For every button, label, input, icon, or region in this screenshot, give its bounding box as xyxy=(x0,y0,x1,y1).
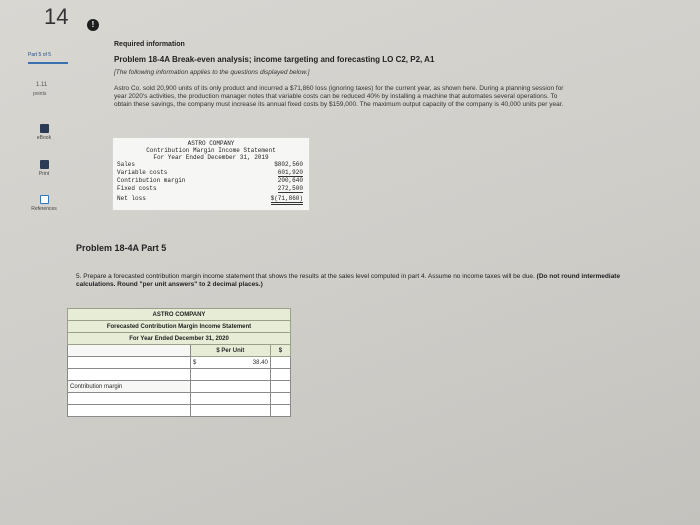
statement-company: ASTRO COMPANY xyxy=(187,140,235,147)
row-4-total-input[interactable] xyxy=(270,393,290,405)
row-5-per-unit-input[interactable] xyxy=(191,405,271,417)
statement-row-amount: 601,920 xyxy=(277,169,303,176)
row-4-label-input[interactable] xyxy=(68,393,191,405)
header-blank xyxy=(68,345,191,357)
part-progress-bar xyxy=(28,62,68,64)
references-button[interactable] xyxy=(24,195,64,212)
ebook-label: eBook xyxy=(36,135,52,141)
income-statement-2019 xyxy=(112,137,310,211)
statement-row-label: Variable costs xyxy=(117,169,168,176)
print-icon xyxy=(40,160,49,169)
statement-row-label: Net loss xyxy=(117,195,146,202)
forecast-company: ASTRO COMPANY xyxy=(68,309,291,321)
points-value: 1.11 xyxy=(36,82,48,88)
statement-row-label: Fixed costs xyxy=(117,185,157,192)
problem-body: Astro Co. sold 20,900 units of its only product and incurred a $71,860 loss (ignoring taxes) for the current year, as shown here. During a planning session for year 2020's activities, the production manager notes that variable costs can be reduced 40% by installing a machine that automates several operations. To obtain these savings, the company must increase its annual fixed costs by $159,000. The maximum output capacity of the company is 40,000 units per year. xyxy=(114,85,564,108)
instructions xyxy=(76,273,636,289)
forecast-period: For Year Ended December 31, 2020 xyxy=(68,333,291,345)
part-heading: Problem 18-4A Part 5 xyxy=(76,243,167,253)
part-indicator[interactable]: Part 5 of 5 xyxy=(28,52,52,58)
row-2-label-input[interactable] xyxy=(68,369,191,381)
problem-note: [The following information applies to the questions displayed below.] xyxy=(114,69,310,76)
question-number: 14 xyxy=(44,4,69,29)
per-unit-column-header: $ Per Unit xyxy=(191,345,271,357)
ebook-icon xyxy=(40,124,49,133)
statement-row-label: Contribution margin xyxy=(117,177,186,184)
total-column-header: $ xyxy=(270,345,290,357)
print-label: Print xyxy=(38,171,50,177)
statement-row-label: Sales xyxy=(117,161,136,168)
print-button[interactable] xyxy=(24,160,64,177)
points-label: points xyxy=(33,91,47,97)
forecast-statement-table xyxy=(67,308,291,417)
currency-symbol: $ xyxy=(193,359,197,366)
per-unit-value: 38.40 xyxy=(252,359,268,366)
row-1-per-unit-input[interactable] xyxy=(191,357,271,369)
row-2-total-input[interactable] xyxy=(270,369,290,381)
cm-total-input[interactable] xyxy=(270,381,290,393)
statement-row-amount: 272,500 xyxy=(277,185,303,192)
statement-title: Contribution Margin Income Statement xyxy=(146,147,276,154)
statement-period: For Year Ended December 31, 2019 xyxy=(153,154,269,161)
statement-row-amount: $802,560 xyxy=(274,161,303,168)
row-1-label-input[interactable] xyxy=(68,357,191,369)
row-2-per-unit-input[interactable] xyxy=(191,369,271,381)
references-label: References xyxy=(31,206,57,212)
row-5-total-input[interactable] xyxy=(270,405,290,417)
alert-icon: ! xyxy=(87,19,99,31)
instruction-rounding-note: (Do not round intermediate calculations. Round "per unit answers" to 2 decimal places.) xyxy=(76,273,621,288)
statement-row-amount: $(71,860) xyxy=(271,195,303,205)
row-4-per-unit-input[interactable] xyxy=(191,393,271,405)
instruction-text: 5. Prepare a forecasted contribution margin income statement that shows the results at the sales level computed in part 4. Assume no income taxes will be due. xyxy=(76,273,535,280)
statement-row-amount: 200,640 xyxy=(277,177,303,184)
row-5-label-input[interactable] xyxy=(68,405,191,417)
forecast-title: Forecasted Contribution Margin Income Statement xyxy=(68,321,291,333)
row-1-total-input[interactable] xyxy=(270,357,290,369)
references-icon xyxy=(40,195,49,204)
ebook-button[interactable] xyxy=(24,124,64,141)
required-information-heading: Required information xyxy=(114,41,185,48)
problem-title: Problem 18-4A Break-even analysis; income targeting and forecasting LO C2, P2, A1 xyxy=(114,55,435,64)
contribution-margin-label: Contribution margin xyxy=(68,381,191,393)
cm-per-unit-input[interactable] xyxy=(191,381,271,393)
